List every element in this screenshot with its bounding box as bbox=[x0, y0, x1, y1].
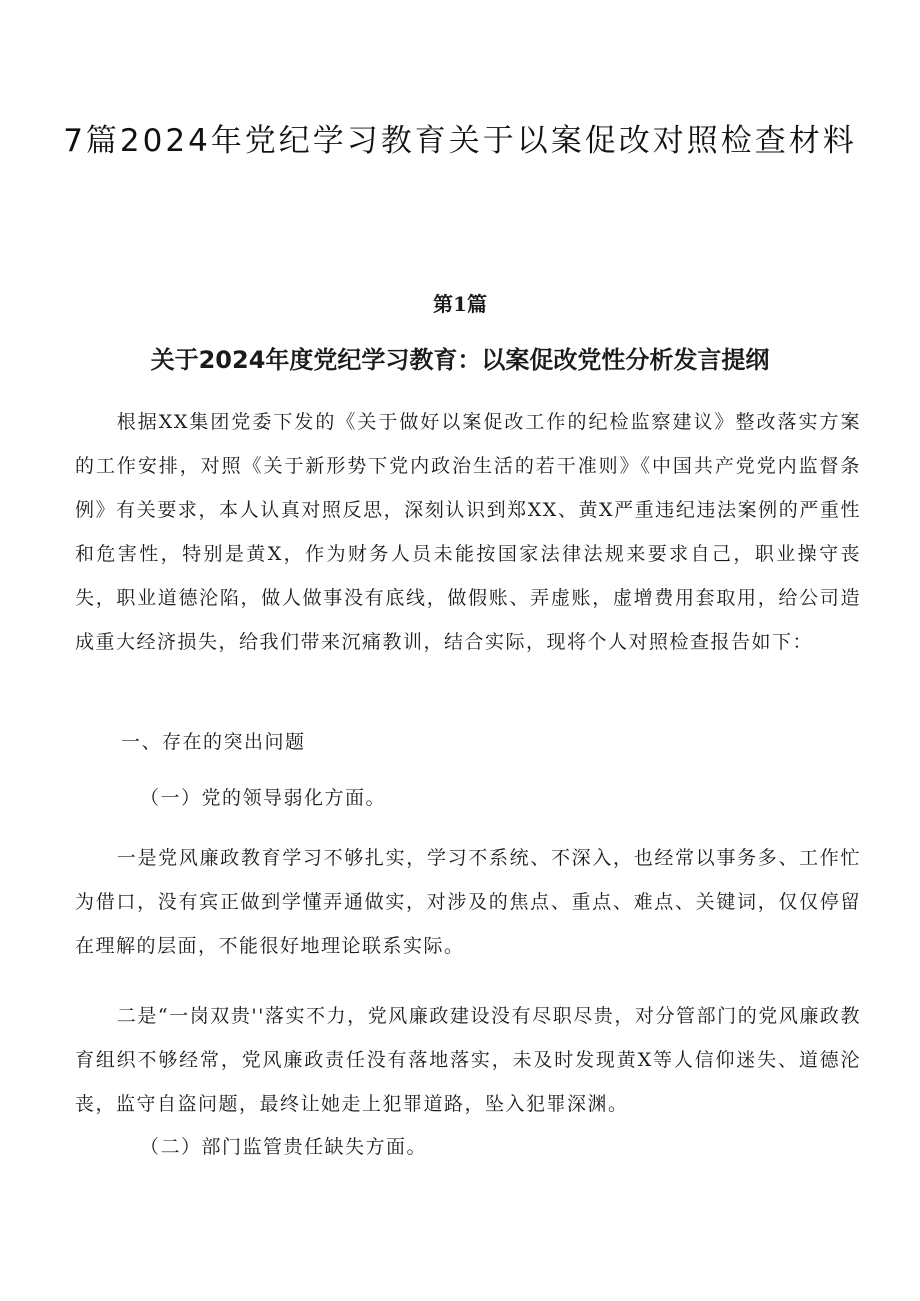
subheading-department-supervision: （二）部门监管贵任缺失方面。 bbox=[140, 1136, 428, 1158]
heading-existing-problems: 一、存在的突出问题 bbox=[121, 731, 306, 753]
intro-paragraph: 根据XX集团党委下发的《关于做好以案促改工作的纪检监察建议》整改落实方案的工作安排，对照《关于新形势下党内政治生活的若干准则》《中国共产党党内监督条例》有关要求，本人认真对照反思，深刻认识到郑XX、黄X严重违纪违法案例的严重性和危害性，特别是黄X，作为财务人员未能按国家法律法规来要求自己，职业操守丧失，职业道德沦陷，做人做事没有底线，做假账、弄虚账，虚增费用套取用，给公司造成重大经济损失，给我们带来沉痛教训，结合实际，现将个人对照检查报告如下： bbox=[75, 411, 861, 653]
point-one-paragraph: 一是党风廉政教育学习不够扎实，学习不系统、不深入，也经常以事务多、工作忙为借口，没有宾正做到学懂弄通做实，对涉及的焦点、重点、难点、关键词，仅仅停留在理解的层面，不能很好地理论联系实际。 bbox=[75, 847, 861, 957]
section-label: 第1篇 bbox=[433, 292, 487, 316]
section-subtitle: 关于2024年度党纪学习教育：以案促改党性分析发言提纲 bbox=[150, 346, 770, 374]
point-two-paragraph: 二是“一岗双贵''落实不力，党风廉政建设没有尽职尽贵，对分管部门的党风廉政教育组织不够经常，党风廉政责任没有落地落实，未及时发现黄X等人信仰迷失、道德沦丧，监守自盗问题，最终让她走上犯罪道路，坠入犯罪深渊。 bbox=[75, 1005, 861, 1115]
subheading-party-leadership: （一）党的领导弱化方面。 bbox=[140, 787, 387, 809]
document-title: 7篇2024年党纪学习教育关于以案促改对照检查材料 bbox=[63, 123, 857, 159]
